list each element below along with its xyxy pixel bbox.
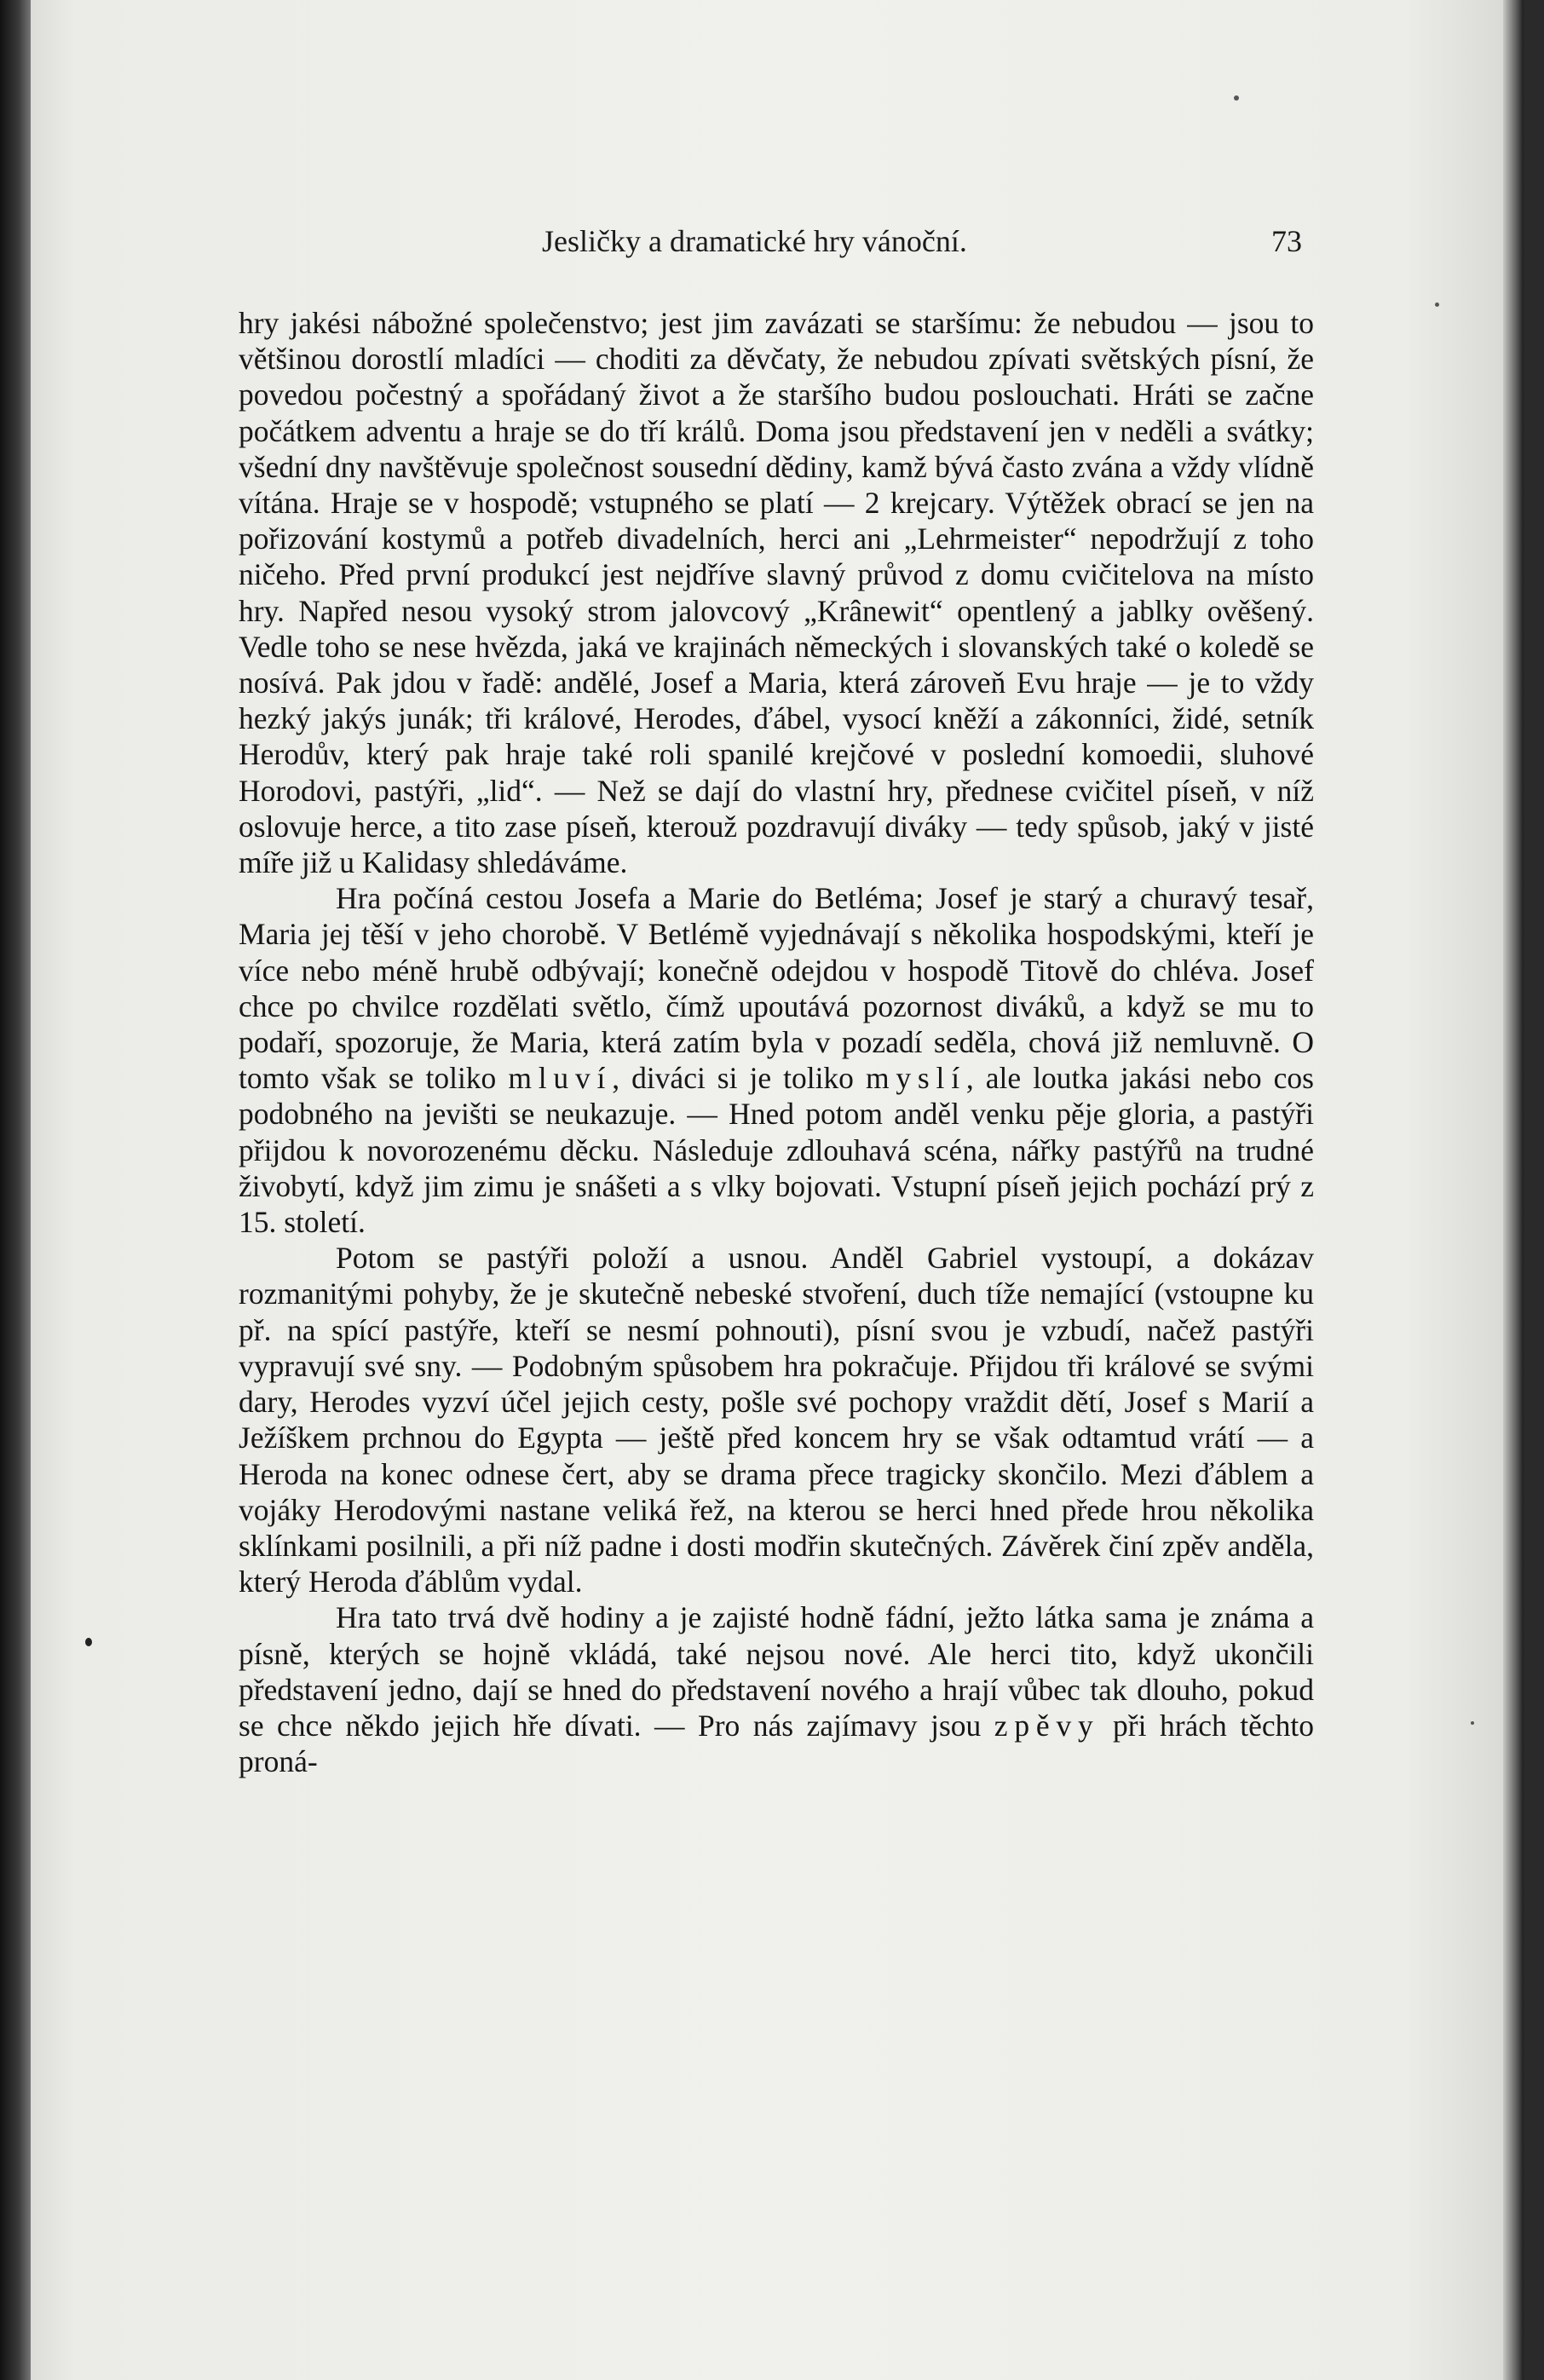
- emphasized-word: myslí: [865, 1061, 966, 1096]
- book-binding-shadow: [0, 0, 31, 2380]
- paper-speck: [1471, 1721, 1474, 1725]
- paper-speck: [1234, 95, 1239, 101]
- paragraph: [239, 1240, 1314, 1599]
- emphasized-word: zpěvy: [994, 1708, 1100, 1743]
- paragraph: [239, 880, 1314, 1240]
- text-run: Hra tato trvá dvě hodiny a je zajisté hodně fádní, ježto látka sama je známa a písně, kterých se hojně vkládá, také nejsou nové. Ale herci tito, když ukončili představení jedno, dají se hned do představení nového a hrají vůbec tak dlouho, pokud se chce někdo jejich hře dívati. — Pro nás zajímavy jsou: [239, 1600, 1314, 1743]
- text-run: při hrách těchto proná-: [239, 1708, 1314, 1779]
- text-run: , ale loutka jakási nebo cos podobného na jevišti se neukazuje. — Hned potom anděl venku pěje gloria, a pastýři přijdou k novorozenému děcku. Následuje zdlouhavá scéna, nářky pastýřů na trudné živobytí, když jim zimu je snášeti a s vlky bojovati. Vstupní píseň jejich pochází prý z 15. století.: [239, 1061, 1314, 1240]
- page-number: 73: [1271, 224, 1302, 258]
- emphasized-word: mluví: [508, 1061, 613, 1096]
- text-run: Potom se pastýři položí a usnou. Anděl Gabriel vystoupí, a dokázav rozmanitými pohyby, že je skutečně nebeské stvoření, duch tíže nemající (vstoupne ku př. na spící pastýře, kteří se nesmí pohnouti), písní svou je vzbudí, načež pastýři vypravují své sny. — Podobným spůsobem hra pokračuje. Přijdou tři králové se svými dary, Herodes vyzví účel jejich cesty, pošle své pochopy vraždit dětí, Josef s Marií a Ježíškem prchnou do Egypta — ještě před koncem hry se však odtamtud vrátí — a Heroda na konec odnese čert, aby se drama přece tragicky skončilo. Mezi ďáblem a vojáky Herodovými nastane veliká řež, na kterou se herci hned přede hrou několika sklínkami posilnili, a při níž padne i dosti modřin skutečných. Závěrek činí zpěv anděla, který Heroda ďáblům vydal.: [239, 1241, 1314, 1599]
- body-text: [239, 305, 1314, 1779]
- text-run: hry jakési nábožné společenstvo; jest jim zavázati se staršímu: že nebudou — jsou to většinou dorostlí mladíci — choditi za děvčaty, že nebudou zpívati světských písní, že povedou počestný a spořádaný život a že staršího budou poslouchati. Hráti se začne počátkem adventu a hraje se do tří králů. Doma jsou představení jen v neděli a svátky; všední dny navštěvuje společnost sousední dědiny, kamž bývá často zvána a vždy vlídně vítána. Hraje se v hospodě; vstupného se platí — 2 krejcary. Výtěžek obrací se jen na pořizování kostymů a potřeb divadelních, herci ani „Lehrmeister“ nepodržují z toho ničeho. Před první produkcí jest nejdříve slavný průvod z domu cvičitelova na místo hry. Napřed nesou vysoký strom jalovcový „Krânewit“ opentlený a jablky ověšený. Vedle toho se nese hvězda, jaká ve krajinách německých i slovanských také o koledě se nosívá. Pak jdou v řadě: andělé, Josef a Maria, která zároveň Evu hraje — je to vždy hezký jakýs junák; tři králové, Herodes, ďábel, vysocí kněží a zákonníci, židé, setník Herodův, který pak hraje také roli spanilé krejčové v poslední komoedii, sluhové Horodovi, pastýři, „lid“. — Než se dají do vlastní hry, přednese cvičitel píseň, v níž oslovuje herce, a tito zase píseň, kterouž pozdravují diváky — tedy spůsob, jaký v jisté míře již u Kalidasy shledáváme.: [239, 306, 1314, 880]
- text-run: , diváci si je toliko: [612, 1061, 866, 1096]
- running-title: Jesličky a dramatické hry vánoční.: [542, 224, 967, 258]
- running-header: [239, 223, 1314, 264]
- text-run: Hra počíná cestou Josefa a Marie do Betléma; Josef je starý a churavý tesař, Maria jej těší v jeho chorobě. V Betlémě vyjednávají s několika hospodskými, kteří je více nebo méně hrubě odbývají; konečně odejdou v hospodě Titově do chléva. Josef chce po chvilce rozdělati světlo, čímž upoutává pozornost diváků, a když se mu to podaří, spozoruje, že Maria, která zatím byla v pozadí seděla, chová již nemluvně. O tomto však se toliko: [239, 881, 1314, 1096]
- book-page: [31, 0, 1524, 2380]
- margin-mark: [85, 1638, 92, 1646]
- page-edge-shadow: [1503, 0, 1524, 2380]
- paper-speck: [1435, 303, 1439, 307]
- paragraph: [239, 1599, 1314, 1779]
- paragraph: [239, 305, 1314, 880]
